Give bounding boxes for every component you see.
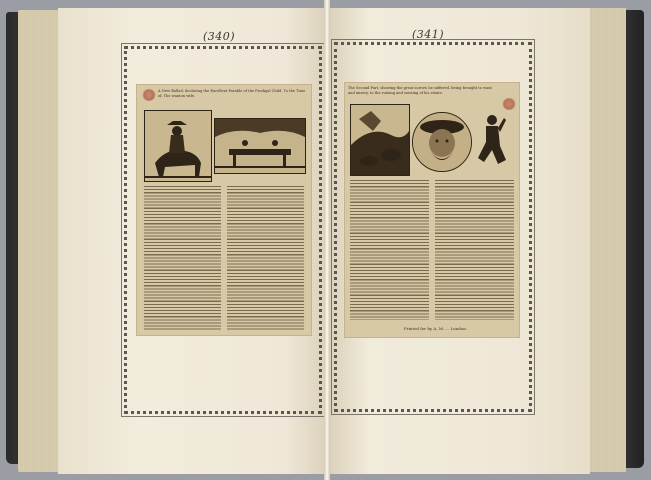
right-ballad-imprint: Printed for by A. M. ... London. bbox=[404, 326, 468, 331]
woodcut-banquet-illustration bbox=[215, 119, 305, 173]
woodcut-banquet bbox=[214, 118, 306, 174]
right-page-number: (341) bbox=[412, 28, 445, 41]
woodcut-swine-illustration bbox=[351, 105, 409, 175]
woodcut-portrait-illustration bbox=[413, 113, 471, 171]
right-ballad-column-2 bbox=[435, 180, 514, 320]
left-ballad-sheet bbox=[136, 84, 312, 336]
library-stamp-icon bbox=[502, 98, 516, 110]
left-ballad-text bbox=[144, 186, 304, 330]
woodcut-portrait bbox=[412, 112, 472, 172]
left-ballad-column-1 bbox=[144, 186, 221, 330]
right-ballad-text bbox=[350, 180, 514, 320]
library-stamp-icon bbox=[142, 89, 156, 101]
right-ballad-column-1 bbox=[350, 180, 429, 320]
woodcut-horseman bbox=[144, 110, 212, 182]
left-ballad-column-2 bbox=[227, 186, 304, 330]
left-ballad-heading: A New Ballad, declaring the Excellent Parable of the Prodigal Child. To the Tune of, The wanton wife. bbox=[158, 89, 306, 98]
woodcut-kneeling-illustration bbox=[474, 112, 508, 170]
left-page-number: (340) bbox=[203, 30, 236, 43]
woodcut-kneeling-figure bbox=[474, 112, 508, 170]
right-ballad-sheet bbox=[344, 82, 520, 338]
right-ballad-heading: The Second Part, showing the great sorrow he suffered, being brought to want and misery, to the ruining and wasting of his estate. bbox=[348, 86, 492, 95]
woodcut-swine-herder bbox=[350, 104, 410, 176]
woodcut-horseman-illustration bbox=[145, 111, 211, 181]
